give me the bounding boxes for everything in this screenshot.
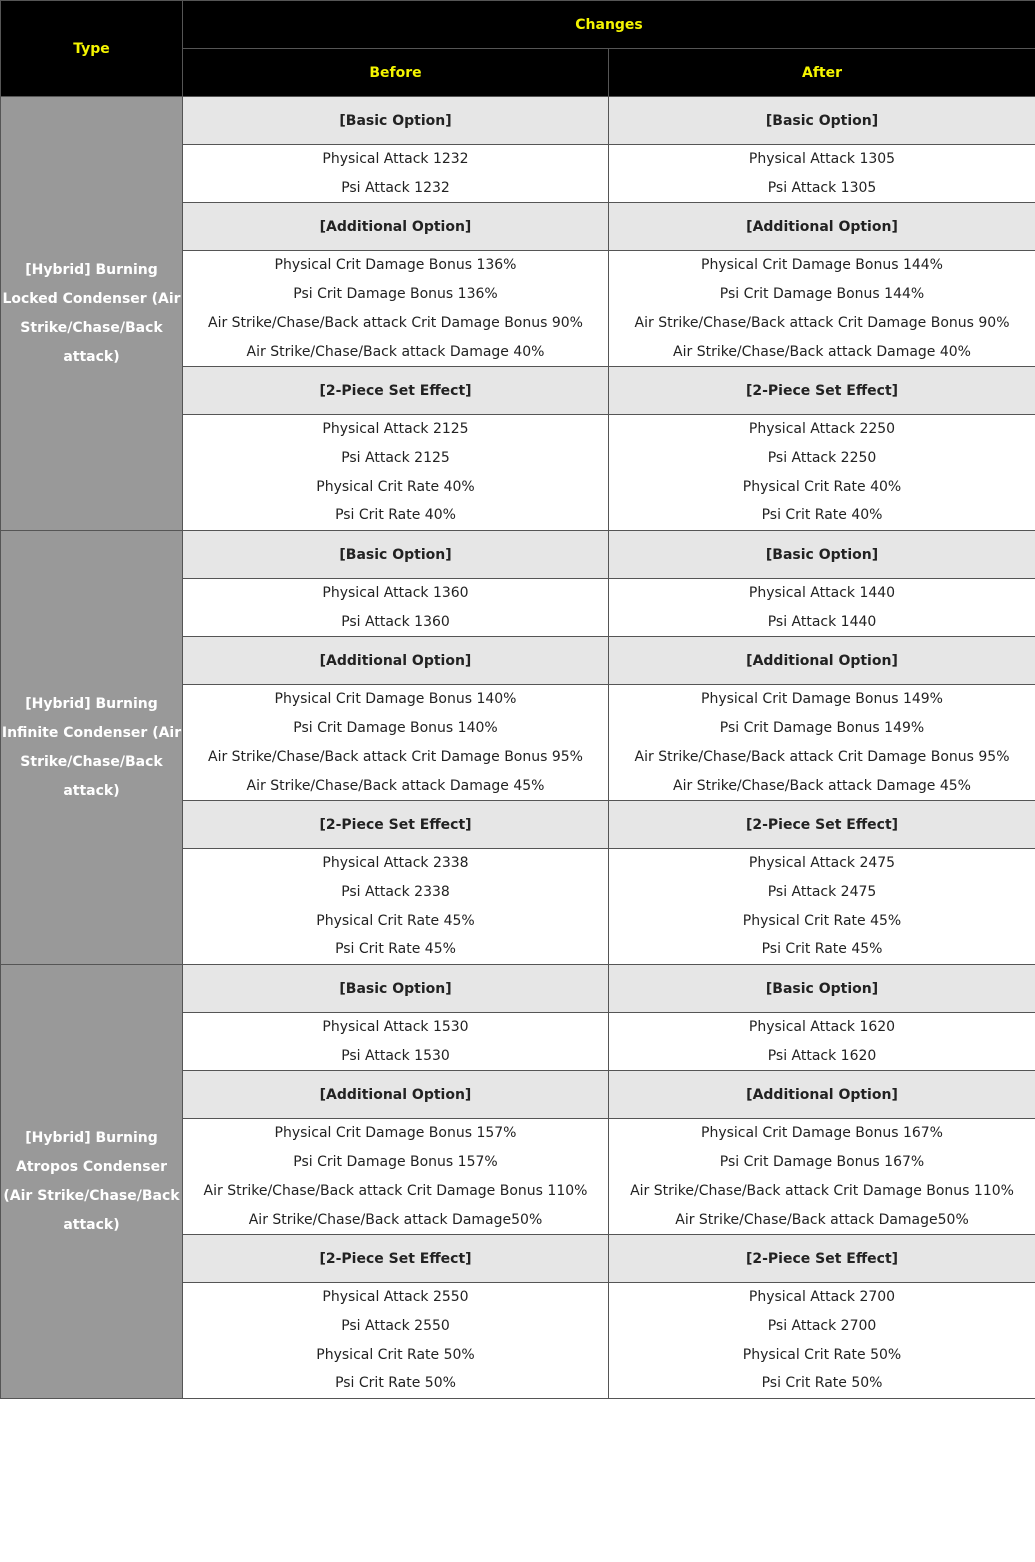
stat-line: Air Strike/Chase/Back attack Damage 40% (673, 343, 971, 360)
stat-line: Psi Attack 2250 (767, 449, 877, 466)
stat-line: Physical Attack 2125 (322, 421, 469, 438)
changes-column-header: Changes (183, 1, 1035, 49)
stat-line: Psi Crit Damage Bonus 149% (719, 720, 925, 737)
before-values-cell (183, 145, 609, 203)
stat-line: Psi Crit Damage Bonus 157% (293, 1154, 498, 1171)
stat-line: Physical Crit Rate 50% (316, 1346, 475, 1363)
after-values-cell (609, 1283, 1035, 1399)
stat-line: Psi Crit Damage Bonus 167% (719, 1154, 925, 1171)
stat-line: Psi Attack 2338 (341, 883, 450, 900)
item-type-cell: [Hybrid] Burning Infinite Condenser (Air Strike/Chase/Back attack) (1, 531, 183, 965)
stat-line: Physical Attack 1305 (748, 151, 896, 167)
section-title-before: [Basic Option] (183, 965, 609, 1013)
after-values-cell (609, 251, 1035, 367)
section-title-after: [Basic Option] (609, 97, 1035, 145)
stat-line: Psi Crit Damage Bonus 144% (719, 286, 925, 303)
before-values-cell (183, 415, 609, 531)
stat-line: Physical Crit Rate 40% (316, 478, 475, 495)
after-values-cell (609, 145, 1035, 203)
item-type-cell: [Hybrid] Burning Locked Condenser (Air Strike/Chase/Back attack) (1, 97, 183, 531)
stat-line: Psi Crit Rate 45% (335, 941, 456, 958)
section-title-after: [2-Piece Set Effect] (609, 1235, 1035, 1283)
after-values-cell (609, 685, 1035, 801)
before-column-header: Before (183, 49, 609, 97)
table-body (1, 97, 1035, 1399)
stat-line: Psi Crit Damage Bonus 136% (293, 286, 498, 303)
stat-line: Physical Crit Rate 45% (316, 912, 475, 929)
stat-line: Physical Attack 2475 (748, 855, 896, 872)
section-title-before: [2-Piece Set Effect] (183, 801, 609, 849)
stat-line: Psi Attack 1305 (767, 179, 877, 196)
before-values-cell (183, 579, 609, 637)
section-title-row (1, 97, 1035, 145)
stat-line: Psi Crit Damage Bonus 140% (293, 720, 498, 737)
type-column-header: Type (1, 1, 183, 97)
section-title-after: [Basic Option] (609, 531, 1035, 579)
stat-line: Psi Attack 2550 (341, 1317, 450, 1334)
stat-line: Air Strike/Chase/Back attack Crit Damage Bonus 90% (208, 314, 583, 331)
section-title-after: [Additional Option] (609, 1071, 1035, 1119)
stat-line: Physical Attack 2700 (748, 1289, 896, 1306)
stat-line: Air Strike/Chase/Back attack Crit Damage Bonus 110% (203, 1182, 588, 1199)
header-row (1, 1, 1035, 49)
after-values-cell (609, 415, 1035, 531)
before-values-cell (183, 849, 609, 965)
stat-line: Psi Attack 2475 (767, 883, 877, 900)
stat-line: Physical Crit Rate 45% (742, 912, 902, 929)
stat-line: Psi Crit Rate 40% (761, 507, 883, 524)
stat-line: Psi Crit Rate 40% (335, 507, 456, 524)
stat-line: Physical Crit Damage Bonus 149% (701, 691, 943, 708)
section-title-before: [2-Piece Set Effect] (183, 1235, 609, 1283)
after-values-cell (609, 1013, 1035, 1071)
stat-line: Air Strike/Chase/Back attack Crit Damage Bonus 95% (208, 748, 583, 765)
stat-line: Psi Crit Rate 50% (335, 1375, 456, 1392)
stat-line: Psi Attack 1232 (341, 179, 450, 196)
stat-line: Psi Attack 1620 (767, 1047, 877, 1064)
stat-line: Air Strike/Chase/Back attack Damage 45% (246, 777, 545, 794)
section-title-before: [Additional Option] (183, 1071, 609, 1119)
section-title-after: [Basic Option] (609, 965, 1035, 1013)
stat-line: Psi Attack 1440 (767, 613, 877, 630)
stat-line: Psi Crit Rate 50% (761, 1375, 883, 1392)
stat-line: Physical Attack 1440 (748, 585, 896, 602)
stat-line: Psi Attack 1530 (341, 1047, 450, 1064)
section-title-before: [Additional Option] (183, 203, 609, 251)
section-title-before: [Additional Option] (183, 637, 609, 685)
after-values-cell (609, 579, 1035, 637)
stat-line: Physical Attack 1360 (322, 585, 469, 602)
stat-line: Physical Attack 1620 (748, 1019, 896, 1036)
stat-line: Psi Attack 2125 (341, 449, 450, 466)
stat-line: Physical Crit Rate 50% (742, 1346, 902, 1363)
stat-line: Air Strike/Chase/Back attack Damage 40% (246, 343, 545, 360)
section-title-row (1, 965, 1035, 1013)
stat-line: Physical Crit Damage Bonus 140% (274, 691, 517, 708)
after-column-header: After (609, 49, 1035, 97)
stat-line: Air Strike/Chase/Back attack Crit Damage Bonus 110% (630, 1182, 1014, 1199)
stat-line: Physical Crit Damage Bonus 157% (274, 1125, 517, 1142)
stat-line: Air Strike/Chase/Back attack Crit Damage Bonus 90% (634, 314, 1010, 331)
stat-line: Physical Attack 1232 (322, 151, 469, 167)
stat-line: Physical Attack 2338 (322, 855, 469, 872)
section-title-after: [Additional Option] (609, 637, 1035, 685)
stat-line: Air Strike/Chase/Back attack Damage 45% (673, 777, 971, 794)
before-values-cell (183, 251, 609, 367)
stat-line: Physical Attack 1530 (322, 1019, 469, 1036)
after-values-cell (609, 849, 1035, 965)
stat-line: Psi Crit Rate 45% (761, 941, 883, 958)
stat-line: Air Strike/Chase/Back attack Damage50% (675, 1211, 969, 1228)
section-title-before: [2-Piece Set Effect] (183, 367, 609, 415)
section-title-after: [Additional Option] (609, 203, 1035, 251)
before-values-cell (183, 685, 609, 801)
before-values-cell (183, 1119, 609, 1235)
stat-line: Physical Attack 2250 (748, 421, 896, 438)
stat-line: Air Strike/Chase/Back attack Crit Damage Bonus 95% (634, 748, 1010, 765)
stat-line: Psi Attack 2700 (767, 1317, 877, 1334)
stat-line: Physical Crit Rate 40% (742, 478, 902, 495)
before-values-cell (183, 1013, 609, 1071)
section-title-row (1, 531, 1035, 579)
stat-line: Physical Crit Damage Bonus 144% (701, 257, 943, 274)
item-type-cell: [Hybrid] Burning Atropos Condenser (Air Strike/Chase/Back attack) (1, 965, 183, 1399)
stat-line: Psi Attack 1360 (341, 613, 450, 630)
section-title-before: [Basic Option] (183, 97, 609, 145)
table-header (1, 1, 1035, 97)
before-values-cell (183, 1283, 609, 1399)
section-title-after: [2-Piece Set Effect] (609, 367, 1035, 415)
section-title-before: [Basic Option] (183, 531, 609, 579)
after-values-cell (609, 1119, 1035, 1235)
stat-line: Physical Crit Damage Bonus 167% (701, 1125, 943, 1142)
stat-line: Physical Attack 2550 (322, 1289, 469, 1306)
section-title-after: [2-Piece Set Effect] (609, 801, 1035, 849)
stat-line: Air Strike/Chase/Back attack Damage50% (248, 1211, 543, 1228)
stat-line: Physical Crit Damage Bonus 136% (274, 257, 517, 274)
